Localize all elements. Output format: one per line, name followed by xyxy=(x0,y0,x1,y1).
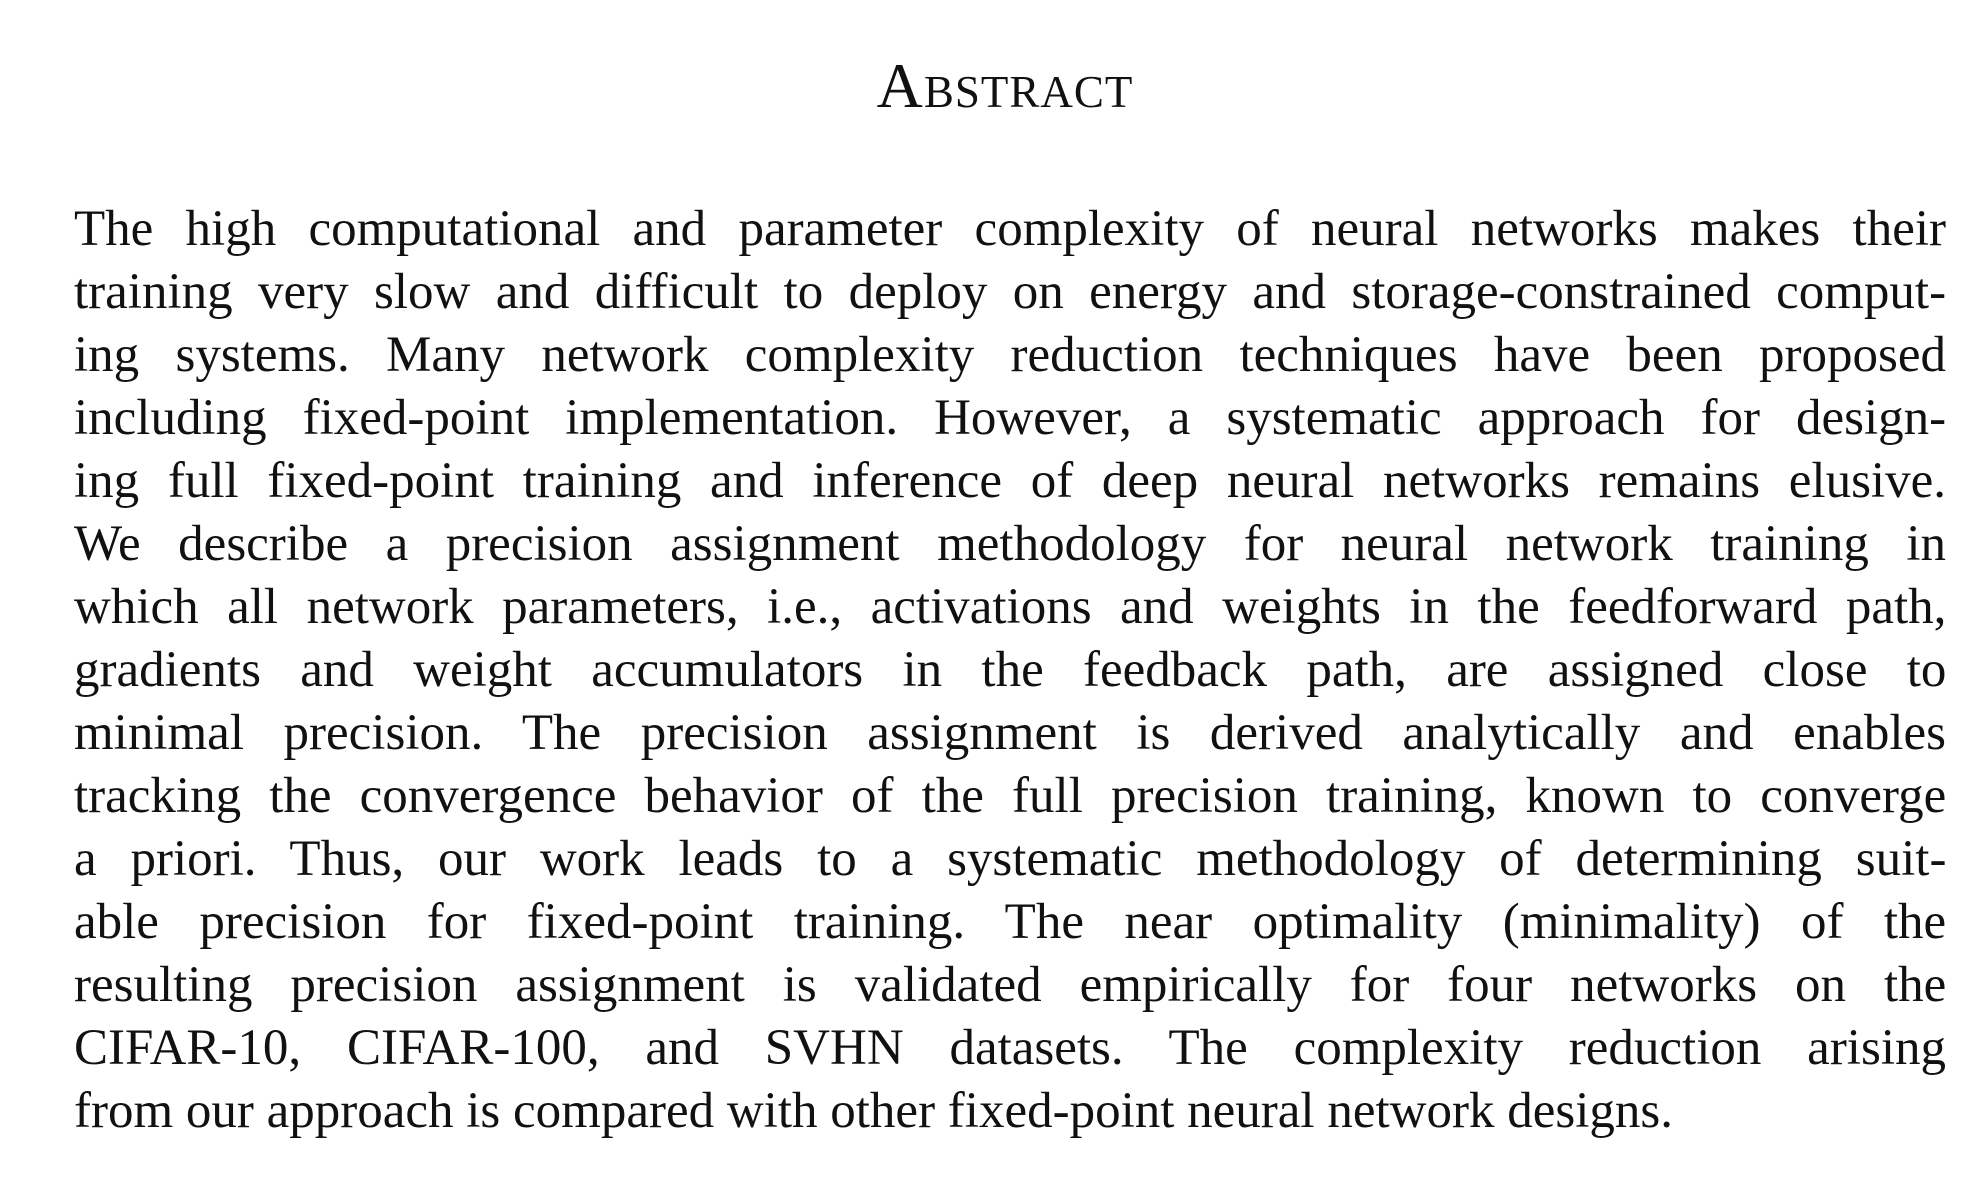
abstract-line: tracking the convergence behavior of the full precision training, known to converge xyxy=(74,768,1947,824)
abstract-line: ing systems. Many network complexity reduction techniques have been proposed xyxy=(74,327,1946,383)
abstract-line: We describe a precision assignment methodology for neural network training in xyxy=(74,516,1946,572)
abstract-line: CIFAR-10, CIFAR-100, and SVHN datasets. The complexity reduction arising xyxy=(74,1020,1946,1076)
abstract-body xyxy=(74,198,1946,1143)
abstract-line: gradients and weight accumulators in the feedback path, are assigned close to xyxy=(74,642,1947,698)
abstract-line: which all network parameters, i.e., activations and weights in the feedforward path, xyxy=(74,579,1947,635)
abstract-line: resulting precision assignment is validated empirically for four networks on the xyxy=(74,957,1947,1013)
abstract-heading: Abstract xyxy=(876,50,1134,121)
abstract-line: The high computational and parameter complexity of neural networks makes their xyxy=(74,201,1946,257)
abstract-line: training very slow and difficult to deploy on energy and storage-constrained comput- xyxy=(74,264,1947,320)
abstract-line: from our approach is compared with other fixed-point neural network designs. xyxy=(74,1083,1673,1139)
abstract-line: including fixed-point implementation. However, a systematic approach for design- xyxy=(74,390,1947,446)
abstract-line: ing full fixed-point training and inference of deep neural networks remains elusive. xyxy=(74,453,1946,509)
abstract-line: minimal precision. The precision assignment is derived analytically and enables xyxy=(74,705,1946,761)
abstract-line: able precision for fixed-point training. The near optimality (minimality) of the xyxy=(74,894,1947,950)
abstract-line: a priori. Thus, our work leads to a systematic methodology of determining suit- xyxy=(74,831,1947,887)
